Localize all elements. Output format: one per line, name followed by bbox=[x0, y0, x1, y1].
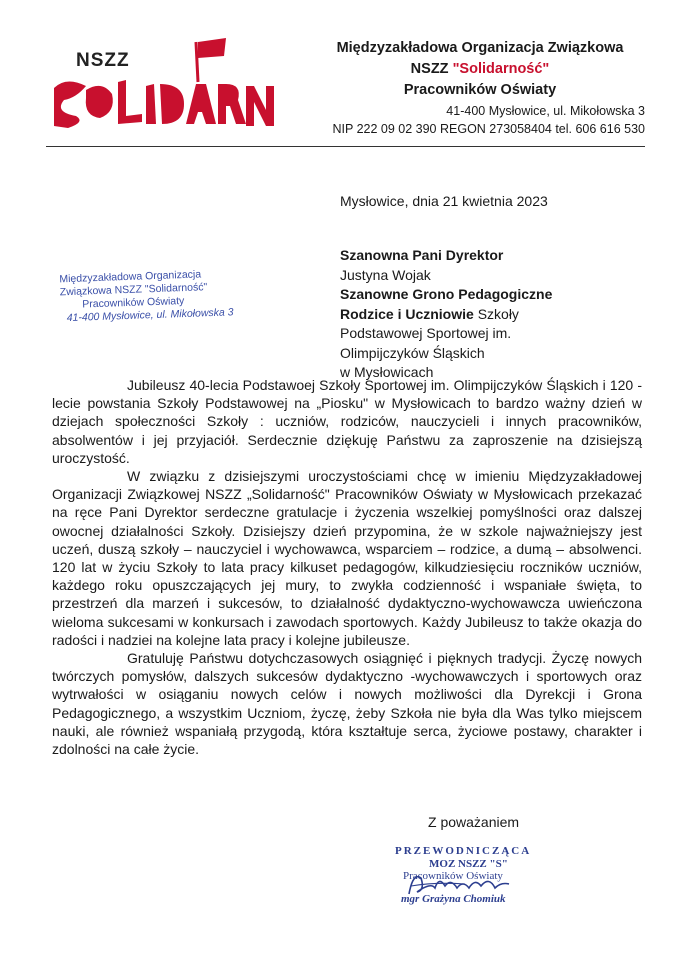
recipient-line6: Olimpijczyków Śląskich bbox=[340, 344, 485, 361]
recipient-block bbox=[340, 246, 552, 383]
handwritten-signature bbox=[405, 868, 515, 900]
recipient-line4 bbox=[340, 305, 552, 325]
solidarnosc-logo bbox=[46, 28, 276, 148]
organization-stamp bbox=[59, 267, 251, 326]
stamp-line4: 41-400 Mysłowice, ul. Mikołowska 3 bbox=[66, 306, 234, 325]
recipient-line2: Justyna Wojak bbox=[340, 266, 431, 283]
org-solidarnosc: "Solidarność" bbox=[452, 61, 550, 77]
org-nszz: NSZZ bbox=[410, 61, 453, 77]
logo-nszz-text: NSZZ bbox=[76, 50, 130, 71]
recipient-line1: Szanowna Pani Dyrektor bbox=[340, 247, 504, 263]
recipient-line7: w Mysłowicach bbox=[340, 364, 434, 380]
org-address: 41-400 Mysłowice, ul. Mikołowska 3 bbox=[446, 104, 645, 118]
signature-org: MOZ NSZZ "S" bbox=[429, 857, 508, 870]
stamp-line3: Pracowników Oświaty bbox=[82, 294, 185, 311]
closing-phrase: Z poważaniem bbox=[428, 814, 520, 830]
org-ids: NIP 222 09 02 390 REGON 273058404 tel. 606 616 530 bbox=[332, 122, 645, 136]
body-paragraph-3: Gratuluję Państwu dotychczasowych osiągnięć i pięknych tradycji. Życzę nowych twórczych pomysłów, dalszych sukcesów dydaktyczno -wychowawczych i sportowych oraz wytrwałości w osiąganiu nowych celów i nowych możliwości dla Dyrekcji i Grona Pedagogicznego, a wszystkim Uczniom, życzę, żeby Szkoła nie była dla Was tylko miejscem nauki, ale również wspaniałą przygodą, która kształtuje serca, życiowe postawy, charakter i zdolności na całe życie. bbox=[52, 650, 642, 758]
org-address-block bbox=[332, 102, 645, 138]
org-name-line2 bbox=[310, 59, 650, 80]
solidarnosc-logo-graphic bbox=[46, 28, 276, 148]
recipient-line4-bold: Rodzice i Uczniowie bbox=[340, 305, 474, 322]
signature-title: PRZEWODNICZĄCA bbox=[395, 845, 532, 857]
letter-body bbox=[52, 376, 642, 758]
body-paragraph-2: W związku z dzisiejszymi uroczystościami chcę w imieniu Międzyzakładowej Organizacji Związkowej NSZZ „Solidarność" Pracowników Oświaty w Mysłowicach przekazać na ręce Pani Dyrektor serdeczne gratulacje i życzenia wszelkiej pomyślności oraz dalszej owocnej działalności Szkoły. Dzisiejszy dzień przypomina, że w szkole najważniejszy jest uczeń, duszą szkoły – nauczyciel i wychowawca, wsparciem – rodzice, a dumą – absolwenci. 120 lat w życiu Szkoły to lata pracy kilkuset pedagogów, kilkudziesięciu roczników uczniów, każdego roku opuszczających jej mury, to zwykła codzienność i wspaniałe święta, to przestrzeń dla marzeń i sukcesów, to działalność dydaktyczno-wychowawcza uwieńczona wieloma sukcesami w konkursach i zawodach sportowych. Każdy Jubileusz to także okazja do radości i nadziei na kolejne lata pracy i kolejne jubileusze. bbox=[52, 468, 642, 648]
organization-header bbox=[310, 38, 650, 101]
org-name-line1: Międzyzakładowa Organizacja Związkowa bbox=[336, 40, 624, 56]
signature-sub: Pracowników Oświaty bbox=[403, 870, 503, 882]
recipient-line4-rest: Szkoły bbox=[473, 305, 519, 322]
stamp-line2: Związkowa NSZZ "Solidarność" bbox=[59, 281, 208, 299]
body-paragraph-1: Jubileusz 40-lecia Podstawoej Szkoły Sportowej im. Olimpijczyków Śląskich i 120 -lecie powstania Szkoły Podstawowej na „Piosku" w Mysłowicach to bardzo ważny dzień w dziejach społeczności Szkoły : uczniów, rodziców, nauczycieli i innych pracowników, absolwentów i jej przyjaciół. Serdecznie dziękuję Państwu za zaproszenie na dzisiejszą uroczystość. bbox=[52, 377, 642, 466]
recipient-line3: Szanowne Grono Pedagogiczne bbox=[340, 286, 553, 302]
letter-date: Mysłowice, dnia 21 kwietnia 2023 bbox=[340, 193, 548, 209]
org-name-line3: Pracowników Oświaty bbox=[403, 82, 557, 98]
recipient-line5: Podstawowej Sportowej im. bbox=[340, 325, 512, 341]
header-divider bbox=[46, 146, 645, 147]
signature-name: mgr Grażyna Chomiuk bbox=[401, 892, 506, 905]
stamp-line1: Międzyzakładowa Organizacja bbox=[59, 268, 202, 286]
